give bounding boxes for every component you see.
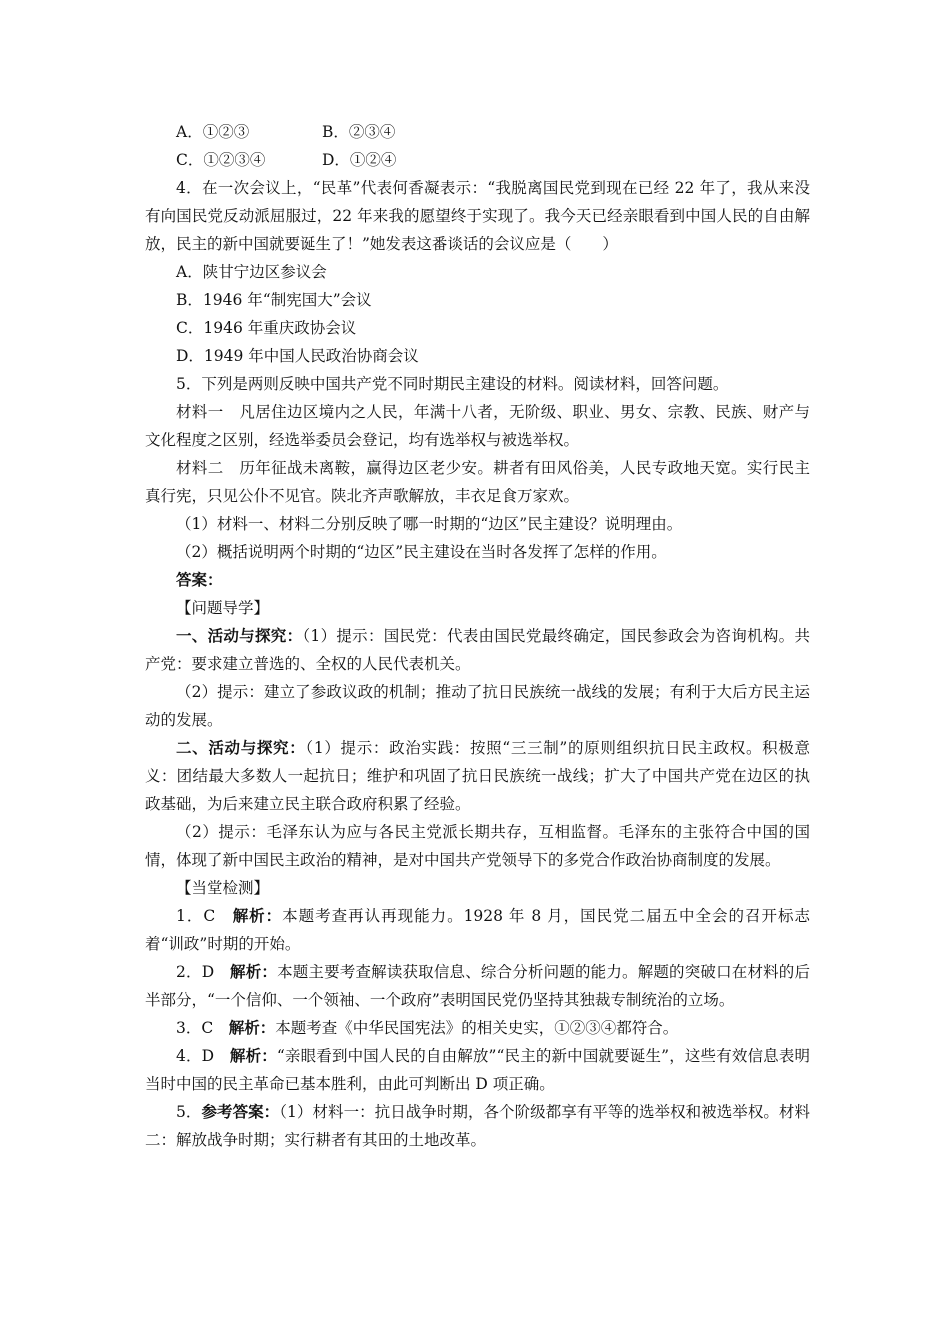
answer-1 [145, 902, 810, 958]
q4-option-d: D．1949 年中国人民政治协商会议 [176, 347, 419, 365]
answer-heading: 答案： [176, 570, 223, 589]
q3-option-c: C．①②③④ [176, 151, 266, 169]
answer-3-label: 解析： [228, 1018, 276, 1037]
answer-2-label: 解析： [230, 962, 278, 981]
q5-sub-question-2: （2）概括说明两个时期的“边区”民主建设在当时各发挥了怎样的作用。 [176, 543, 667, 561]
answer-3-head: 3．C [176, 1019, 229, 1037]
activity-2-part-1 [145, 734, 810, 818]
answer-4-text: “亲眼看到中国人民的自由解放”“民主的新中国就要诞生”，这些有效信息表明当时中国的民主革命已基本胜利，由此可判断出 D 项正确。 [145, 1047, 810, 1093]
activity-2-text: （1）提示：政治实践：按照“三三制”的原则组织抗日民主政权。积极意义：团结最大多数人一起抗日；维护和巩固了抗日民族统一战线；扩大了中国共产党在边区的执政基础，为后来建立民主联合政府积累了经验。 [145, 739, 810, 813]
answer-1-label: 解析： [232, 906, 283, 925]
activity-1-part-2: （2）提示：建立了参政议政的机制；推动了抗日民族统一战线的发展；有利于大后方民主运动的发展。 [145, 683, 810, 729]
q3-option-a: A．①②③ [176, 123, 250, 141]
section-guide-heading: 【问题导学】 [176, 599, 270, 617]
q3-options-row-1 [145, 118, 810, 146]
answer-4 [145, 1042, 810, 1098]
section-check-heading: 【当堂检测】 [176, 879, 270, 897]
question-5-stem: 5．下列是两则反映中国共产党不同时期民主建设的材料。阅读材料，回答问题。 [176, 375, 729, 393]
q4-option-a: A．陕甘宁边区参议会 [176, 263, 327, 281]
activity-2-part-2: （2）提示：毛泽东认为应与各民主党派长期共存，互相监督。毛泽东的主张符合中国的国情，体现了新中国民主政治的精神，是对中国共产党领导下的多党合作政治协商制度的发展。 [145, 823, 810, 869]
material-two: 材料二 历年征战未离鞍，赢得边区老少安。耕者有田风俗美，人民专政地天宽。实行民主真行宪，只见公仆不见官。陕北齐声歌解放，丰衣足食万家欢。 [145, 459, 810, 505]
q3-option-b: B．②③④ [322, 123, 396, 141]
answer-4-label: 解析： [229, 1046, 277, 1065]
activity-1-part-1 [145, 622, 810, 678]
material-one: 材料一 凡居住边区境内之人民，年满十八者，无阶级、职业、男女、宗教、民族、财产与文化程度之区别，经选举委员会登记，均有选举权与被选举权。 [145, 403, 810, 449]
answer-2-head: 2．D [176, 963, 231, 981]
answer-2 [145, 958, 810, 1014]
answer-1-text: 本题考查再认再现能力。1928 年 8 月，国民党二届五中全会的召开标志着“训政”时期的开始。 [145, 907, 810, 953]
answer-3 [145, 1014, 810, 1042]
document-body [145, 118, 810, 1154]
q3-options-row-2 [145, 146, 810, 174]
answer-2-text: 本题主要考查解读获取信息、综合分析问题的能力。解题的突破口在材料的后半部分，“一个信仰、一个领袖、一个政府”表明国民党仍坚持其独裁专制统治的立场。 [145, 963, 810, 1009]
q3-option-d: D．①②④ [322, 151, 397, 169]
answer-3-text: 本题考查《中华民国宪法》的相关史实，①②③④都符合。 [275, 1019, 679, 1037]
answer-5-text: （1）材料一：抗日战争时期，各个阶级都享有平等的选举权和被选举权。材料二：解放战争时期；实行耕者有其田的土地改革。 [145, 1103, 810, 1149]
answer-5-label: 参考答案： [201, 1102, 280, 1121]
activity-2-label: 二、活动与探究： [176, 738, 306, 757]
answer-5-head: 5． [176, 1103, 202, 1121]
question-4-stem: 4．在一次会议上，“民革”代表何香凝表示：“我脱离国民党到现在已经 22 年了，我从来没有向国民党反动派屈服过，22 年来我的愿望终于实现了。我今天已经亲眼看到中国人民的自由解放，民主的新中国就要诞生了！”她发表这番谈话的会议应是（ ） [145, 179, 810, 253]
q4-option-b: B．1946 年“制宪国大”会议 [176, 291, 372, 309]
answer-5 [145, 1098, 810, 1154]
q4-option-c: C．1946 年重庆政协会议 [176, 319, 357, 337]
q5-sub-question-1: （1）材料一、材料二分别反映了哪一时期的“边区”民主建设？说明理由。 [176, 515, 683, 533]
answer-4-head: 4．D [176, 1047, 230, 1065]
activity-1-label: 一、活动与探究： [176, 626, 303, 645]
answer-1-head: 1．C [176, 907, 233, 925]
activity-1-text: （1）提示：国民党：代表由国民党最终确定，国民参政会为咨询机构。共产党：要求建立普选的、全权的人民代表机关。 [145, 627, 810, 673]
